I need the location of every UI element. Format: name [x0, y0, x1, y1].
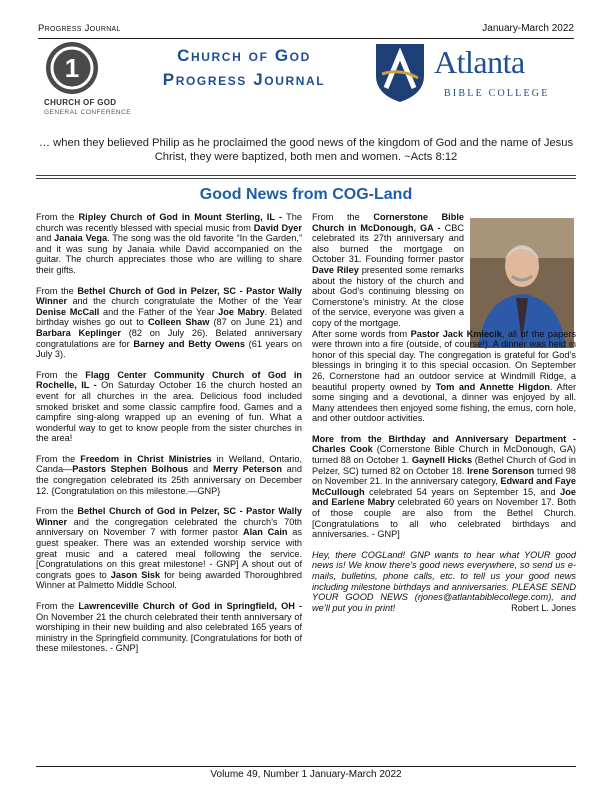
masthead-title	[120, 44, 368, 92]
divider-bottom	[36, 178, 576, 179]
bold-name: Pastor Jack Kmiecik	[410, 328, 502, 339]
bold-name: Dave Riley	[312, 264, 359, 275]
bold-name: Cornerstone Bible Church in McDonough, GA -	[312, 212, 464, 233]
abc-subtitle: BIBLE COLLEGE	[444, 88, 550, 99]
masthead-line1: Church of God	[177, 46, 311, 65]
bold-name: Flagg Center Community Church of God in Rochelle, IL -	[36, 369, 302, 391]
column-left	[36, 212, 302, 664]
bold-name: Barbara Keplinger	[36, 327, 121, 338]
abc-logo	[372, 42, 572, 108]
masthead-line2: Progress Journal	[162, 70, 326, 89]
news-item: From the Ripley Church of God in Mount Sterling, IL - The church was recently blessed with special music from David Dyer and Janaia Vega. The song was the old favorite “In the Garden,” and it was sung by Janaia while David accompanied on the guitar. The church appreciates those who are willing to share their gifts.	[36, 212, 302, 275]
closing-text: Hey, there COGLand! GNP wants to hear what YOUR good news is! We know there’s good news everywhere, so send us e-mails, bulletins, phone calls, etc. to tell us your good news including milestone birthdays and anniversaries. PLEASE SEND YOUR GOOD NEWS (rjones@atlantabiblecollege.com), and we’ll put you in print!	[312, 549, 576, 613]
bold-name: Bethel Church of God in Pelzer, SC - Pastor Wally Winner	[36, 285, 302, 307]
bold-name: Tom and Annette Higdon	[435, 381, 550, 392]
bold-name: Ripley Church of God in Mount Sterling, IL -	[78, 212, 287, 222]
bold-name: Edward and Faye McCullough	[312, 476, 576, 497]
bold-name: Jason Sisk	[110, 569, 161, 580]
cog-logo-line1: CHURCH OF GOD	[44, 98, 117, 107]
cog-logo-line2: GENERAL CONFERENCE	[44, 109, 132, 116]
bold-name: Alan Cain	[242, 527, 288, 538]
signature: Robert L. Jones	[511, 602, 576, 613]
section-heading: Good News from COG-Land	[199, 186, 413, 203]
bold-name: Lawrenceville Church of God in Springfield, OH -	[78, 601, 302, 611]
bold-name: Gaynell Hicks	[411, 455, 473, 466]
publication-name: Progress Journal	[38, 23, 121, 34]
bold-name: Pastors Stephen Bolhous	[72, 464, 189, 475]
bold-name: Freedom in Christ Ministries	[80, 453, 212, 464]
bold-name: Barney and Betty Owens	[133, 338, 245, 349]
column-right	[312, 212, 576, 613]
bold-name: Bethel Church of God in Pelzer, SC - Pastor Wally Winner	[36, 506, 302, 527]
bold-name: Joe Mabry	[218, 306, 265, 317]
abc-shield-icon	[372, 42, 428, 104]
news-item: From the Bethel Church of God in Pelzer, SC - Pastor Wally Winner and the church congratulate the Mother of the Year Denise McCall and the Father of the Year Joe Mabry. Belated birthday wishes go out to Colleen Shaw (87 on June 21) and Barbara Keplinger (82 on July 26). Belated anniversary congratulations are for Barney and Betty Owens (61 years on July 3).	[36, 285, 303, 360]
news-item: From the Lawrenceville Church of God in Springfield, OH - On November 21 the church celebrated their tenth anniversary of worshiping in their new building and also celebrated 165 years of ministry in the Springfield community. [Congratulations for both of these milestones. - GNP]	[36, 601, 302, 654]
issue-date: January-March 2022	[482, 23, 574, 34]
news-item: From the Flagg Center Community Church of God in Rochelle, IL - On Saturday October 16 the church hosted an event for all churches in the area. Delicious food included smoked brisket and some classic campfire food. Games and a campfire sing-along wrapped up an evening of fun. What a wonderful way to get to know people from the sister churches in the area!	[36, 369, 302, 444]
news-item: From the Cornerstone Bible Church in McDonough, GA - CBC celebrated its 27th anniversary and also burned the mortgage on October 31. Founding former pastor Dave Riley presented some remarks about the history of the church and about God’s continuing blessing on Cornerstone’s ministry. At the close of the service, everyone was given a copy of the mortgage.	[312, 212, 464, 328]
abc-name: Atlanta	[434, 44, 525, 80]
bold-name: More from the Birthday and Anniversary Department - Charles Cook	[312, 433, 576, 455]
bold-name: Irene Sorenson	[467, 465, 535, 476]
bold-name: Joe and Earlene Mabry	[312, 486, 576, 508]
news-item: More from the Birthday and Anniversary Department - Charles Cook (Cornerstone Bible Church in McDonough, GA) turned 88 on October 1. Gaynell Hicks (Bethel Church of God in Pelzer, SC) turned 82 on October 18. Irene Sorenson turned 98 on November 21. In the anniversary category, Edward and Faye McCullough celebrated 54 years on September 15, and Joe and Earlene Mabry celebrated 60 years on November 17. Both of those couple are also from the Bethel Church. [Congratulations to all who celebrated birthdays and anniversaries. - GNP]	[312, 433, 576, 540]
bold-name: Merry Peterson	[212, 464, 282, 475]
cog-mark: 1	[64, 53, 80, 83]
divider-top	[36, 175, 576, 176]
cog-logo	[44, 40, 132, 130]
page-footer: Volume 49, Number 1 January-March 2022	[36, 766, 576, 780]
bold-name: Denise McCall	[36, 306, 100, 317]
cog-emblem-icon	[44, 40, 104, 100]
closing-note	[312, 550, 576, 614]
bold-name: David Dyer	[253, 222, 302, 233]
news-item: From the Freedom in Christ Ministries in Welland, Ontario, Canda—Pastors Stephen Bolhous and Merry Peterson and the congregation celebrated its 25th anniversary on December 12. {Congratulation on this milestone.—GNP}	[36, 453, 302, 496]
news-item: From the Bethel Church of God in Pelzer, SC - Pastor Wally Winner and the congregation celebrated the church’s 70th anniversary on November 7 with former pastor Alan Cain as guest speaker. There was an extended worship service with great music and a catered meal following the service. [Congratulations on this great milestone! - GNP] A shout out of congrats goes to Jason Sisk for being awarded Thoroughbred Winner at Palmetto Middle School.	[36, 506, 303, 591]
bold-name: Janaia Vega	[54, 233, 108, 244]
running-header	[38, 22, 574, 39]
bold-name: Colleen Shaw	[148, 317, 210, 328]
scripture-verse: … when they believed Philip as he proclaimed the good news of the kingdom of God and the name of Jesus Christ, they were baptized, both men and women. ~Acts 8:12	[38, 137, 574, 163]
news-item: After some words from Pastor Jack Kmiecik, all of the papers were thrown into a fire (outside, of course!). A dinner was held in honor of this special day. The congregation is grateful for God’s blessings in bringing it to this special occasion. On September 26, Cornerstone had an outdoor service at Windmill Ridge, a beautiful property owned by Tom and Annette Higdon. After some singing and a devotional, a dinner was enjoyed by all. Many attendees then enjoyed some fishing, the emus, corn hole, and other outdoor activities.	[312, 328, 576, 424]
